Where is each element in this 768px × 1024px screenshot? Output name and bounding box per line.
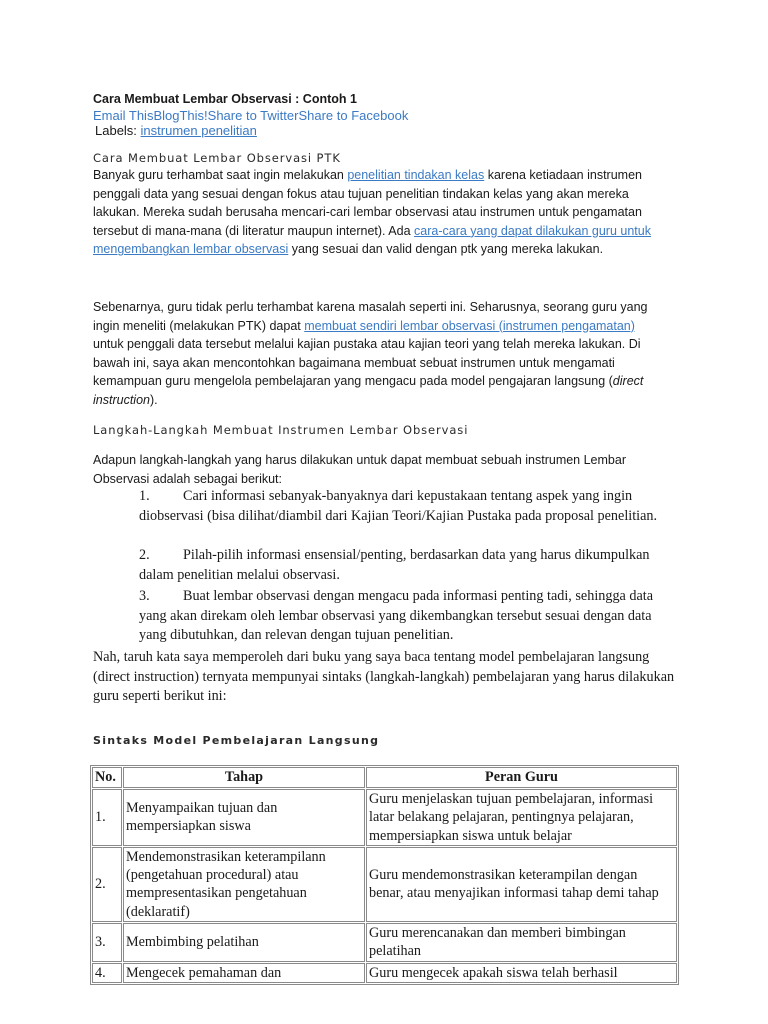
section-heading-sintaks: Sintaks Model Pembelajaran Langsung (93, 734, 380, 747)
paragraph-intro (93, 166, 663, 259)
cell-peran: Guru merencanakan dan memberi bimbingan pelatihan (366, 923, 677, 962)
labels-line (95, 123, 257, 138)
cell-peran: Guru mengecek apakah siswa telah berhasil (366, 963, 677, 983)
header-peran-guru: Peran Guru (366, 767, 677, 788)
header-tahap: Tahap (123, 767, 365, 788)
post-title: Cara Membuat Lembar Observasi : Contoh 1 (93, 92, 357, 106)
paragraph-adapun: Adapun langkah-langkah yang harus dilakukan untuk dapat membuat sebuah instrumen Lembar Observasi adalah sebagai berikut: (93, 453, 626, 486)
section-heading-ptk: Cara Membuat Lembar Observasi PTK (93, 151, 341, 165)
cell-tahap: Mendemonstrasikan keterampilann (pengetahuan procedural) atau mempresentasikan pengetahuan (deklaratif) (123, 847, 365, 922)
text: Sebenarnya, guru tidak perlu terhambat karena masalah seperti ini. Seharusnya, seorang guru yang ingin meneliti (melakukan PTK) dapat (93, 300, 648, 333)
labels-prefix: Labels: (95, 123, 141, 138)
cell-tahap: Mengecek pemahaman dan (123, 963, 365, 983)
list-item (139, 587, 679, 646)
paragraph-nah: Nah, taruh kata saya memperoleh dari buku yang saya baca tentang model pembelajaran langsung (direct instruction) ternyata mempunyai sintaks (langkah-langkah) pembelajaran yang harus dilakukan guru seperti berikut ini: (93, 649, 675, 704)
list-number: 2. (139, 547, 150, 563)
share-links (93, 108, 408, 123)
share-facebook-link[interactable]: Share to Facebook (298, 108, 409, 123)
text: ). (149, 392, 158, 407)
text: karena ketiadaan instrumen penggali data yang sesuai dengan fokus atau tujuan penelitian tindakan kelas yang akan mereka lakukan. Mereka sudah berusaha mencari-cari lembar observasi atau instrumen untuk pengamatan tersebut di mana-mana (di literatur maupun internet). Ada (93, 168, 642, 238)
link-membuat-sendiri-lembar-observasi[interactable]: membuat sendiri lembar observasi (instrumen pengamatan) (304, 318, 635, 333)
table-row (92, 789, 677, 846)
email-this-link[interactable]: Email This (93, 108, 154, 123)
list-item (139, 487, 679, 526)
list-number: 3. (139, 588, 150, 604)
table-row (92, 963, 677, 983)
table-header-row (92, 767, 677, 788)
table-row (92, 847, 677, 922)
text: Banyak guru terhambat saat ingin melakukan (93, 168, 348, 182)
paragraph-sebenarnya (93, 298, 663, 410)
cell-no: 2. (92, 847, 122, 922)
cell-peran: Guru menjelaskan tujuan pembelajaran, informasi latar belakang pelajaran, pentingnya pelajaran, mempersiapkan siswa untuk belajar (366, 789, 677, 846)
sintaks-table (90, 765, 679, 985)
cell-peran: Guru mendemonstrasikan keterampilan dengan benar, atau menyajikan informasi tahap demi tahap (366, 847, 677, 922)
list-text: Buat lembar observasi dengan mengacu pada informasi penting tadi, sehingga data yang akan direkam oleh lembar observasi yang dikembangkan tersebut sesuai dengan data yang dibutuhkan, dan relevan dengan tujuan penelitian. (139, 588, 654, 643)
list-text: Cari informasi sebanyak-banyaknya dari kepustakaan tentang aspek yang ingin diobservasi (bisa dilihat/diambil dari Kajian Teori/Kajian Pustaka pada proposal penelitian. (139, 488, 658, 524)
cell-no: 3. (92, 923, 122, 962)
link-penelitian-tindakan-kelas[interactable]: penelitian tindakan kelas (347, 168, 485, 182)
blogthis-link[interactable]: BlogThis! (153, 108, 208, 123)
share-twitter-link[interactable]: Share to Twitter (207, 108, 299, 123)
italic-text: direct instruction (93, 374, 644, 407)
cell-tahap: Membimbing pelatihan (123, 923, 365, 962)
text: yang sesuai dan valid dengan ptk yang mereka lakukan. (288, 242, 604, 257)
label-link-instrumen-penelitian[interactable]: instrumen penelitian (140, 123, 257, 138)
section-heading-langkah: Langkah-Langkah Membuat Instrumen Lembar Observasi (93, 423, 469, 437)
cell-no: 4. (92, 963, 122, 983)
link-cara-cara-mengembangkan[interactable]: cara-cara yang dapat dilakukan guru untuk mengembangkan lembar observasi (93, 223, 651, 257)
cell-tahap: Menyampaikan tujuan dan mempersiapkan siswa (123, 789, 365, 846)
header-no: No. (92, 767, 122, 788)
list-number: 1. (139, 488, 150, 504)
list-text: Pilah-pilih informasi ensensial/penting, berdasarkan data yang harus dikumpulkan dalam penelitian melalui observasi. (139, 547, 650, 583)
table-row (92, 923, 677, 962)
text: untuk penggali data tersebut melalui kajian pustaka atau kajian teori yang telah mereka lakukan. Di bawah ini, saya akan mencontohkan bagaimana membuat sebuat instrumen untuk mengamati kemampuan guru mengelola pembelajaran yang mengacu pada model pengajaran langsung ( (93, 337, 641, 389)
cell-no: 1. (92, 789, 122, 846)
list-item (139, 546, 679, 585)
